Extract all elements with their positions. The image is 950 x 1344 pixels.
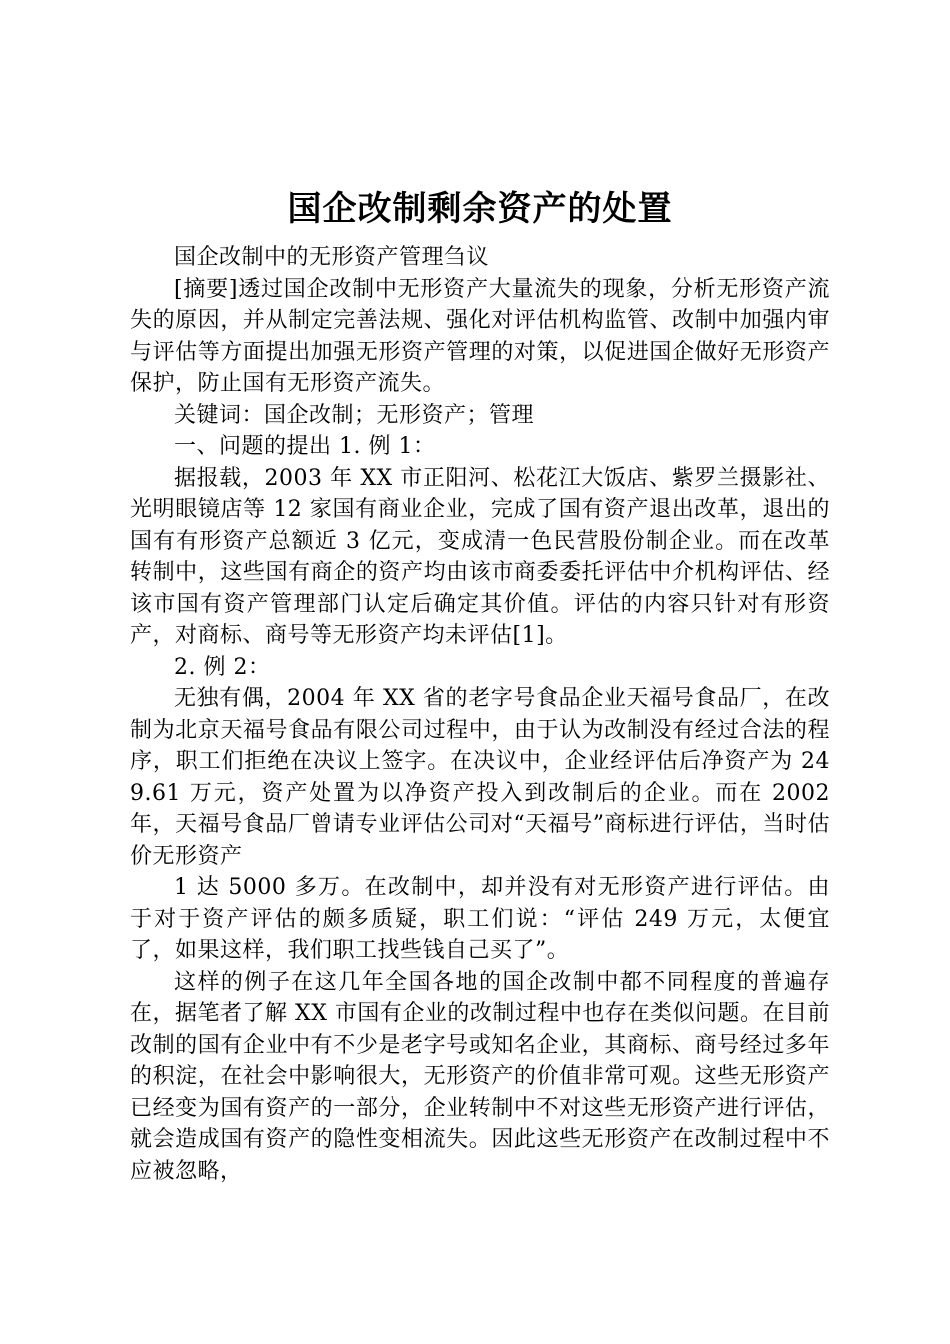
document-page xyxy=(130,180,830,1187)
paragraph-analysis: 这样的例子在这几年全国各地的国企改制中都不同程度的普遍存在，据笔者了解 XX 市国有企业的改制过程中也存在类似问题。在目前改制的国有企业中有不少是老字号或知名企业，其商标、商号经过多年的积淀，在社会中影响很大，无形资产的价值非常可观。这些无形资产已经变为国有资产的一部分，企业转制中不对这些无形资产进行评估，就会造成国有资产的隐性变相流失。因此这些无形资产在改制过程中不应被忽略， xyxy=(130,969,830,1184)
paragraph-example-2: 无独有偶，2004 年 XX 省的老字号食品企业天福号食品厂，在改制为北京天福号食品有限公司过程中，由于认为改制没有经过合法的程序，职工们拒绝在决议上签字。在决议中，企业经评估后净资产为 249.61 万元，资产处置为以净资产投入到改制后的企业。而在 2002 年，天福号食品厂曾请专业评估公司对“天福号”商标进行评估，当时估价无形资产 xyxy=(130,686,830,869)
paragraph-subtitle: 国企改制中的无形资产管理刍议 xyxy=(174,245,490,270)
paragraph-example-2-continued: 1 达 5000 多万。在改制中，却并没有对无形资产进行评估。由于对于资产评估的颇多质疑，职工们说：“评估 249 万元，太便宜了，如果这样，我们职工找些钱自己买了”。 xyxy=(130,875,830,963)
paragraph-example-2-heading: 2. 例 2： xyxy=(174,654,271,680)
paragraph-abstract: [摘要]透过国企改制中无形资产大量流失的现象，分析无形资产流失的原因，并从制定完善法规、强化对评估机构监管、改制中加强内审与评估等方面提出加强无形资产管理的对策，以促进国企做好无形资产保护，防止国有无形资产流失。 xyxy=(130,276,830,396)
paragraph-example-1: 据报载，2003 年 XX 市正阳河、松花江大饭店、紫罗兰摄影社、光明眼镜店等 12 家国有商业企业，完成了国有资产退出改革，退出的国有有形资产总额近 3 亿元，变成清一色民营股份制企业。而在改革转制中，这些国有商企的资产均由该市商委委托评估中介机构评估、经该市国有资产管理部门认定后确定其价值。评估的内容只针对有形资产，对商标、商号等无形资产均未评估[1]。 xyxy=(130,465,830,648)
paragraph-keywords: 关键词：国企改制；无形资产；管理 xyxy=(174,402,535,428)
paragraph-section-heading: 一、问题的提出 1. 例 1： xyxy=(174,434,436,459)
document-title: 国企改制剩余资产的处置 xyxy=(287,189,673,229)
